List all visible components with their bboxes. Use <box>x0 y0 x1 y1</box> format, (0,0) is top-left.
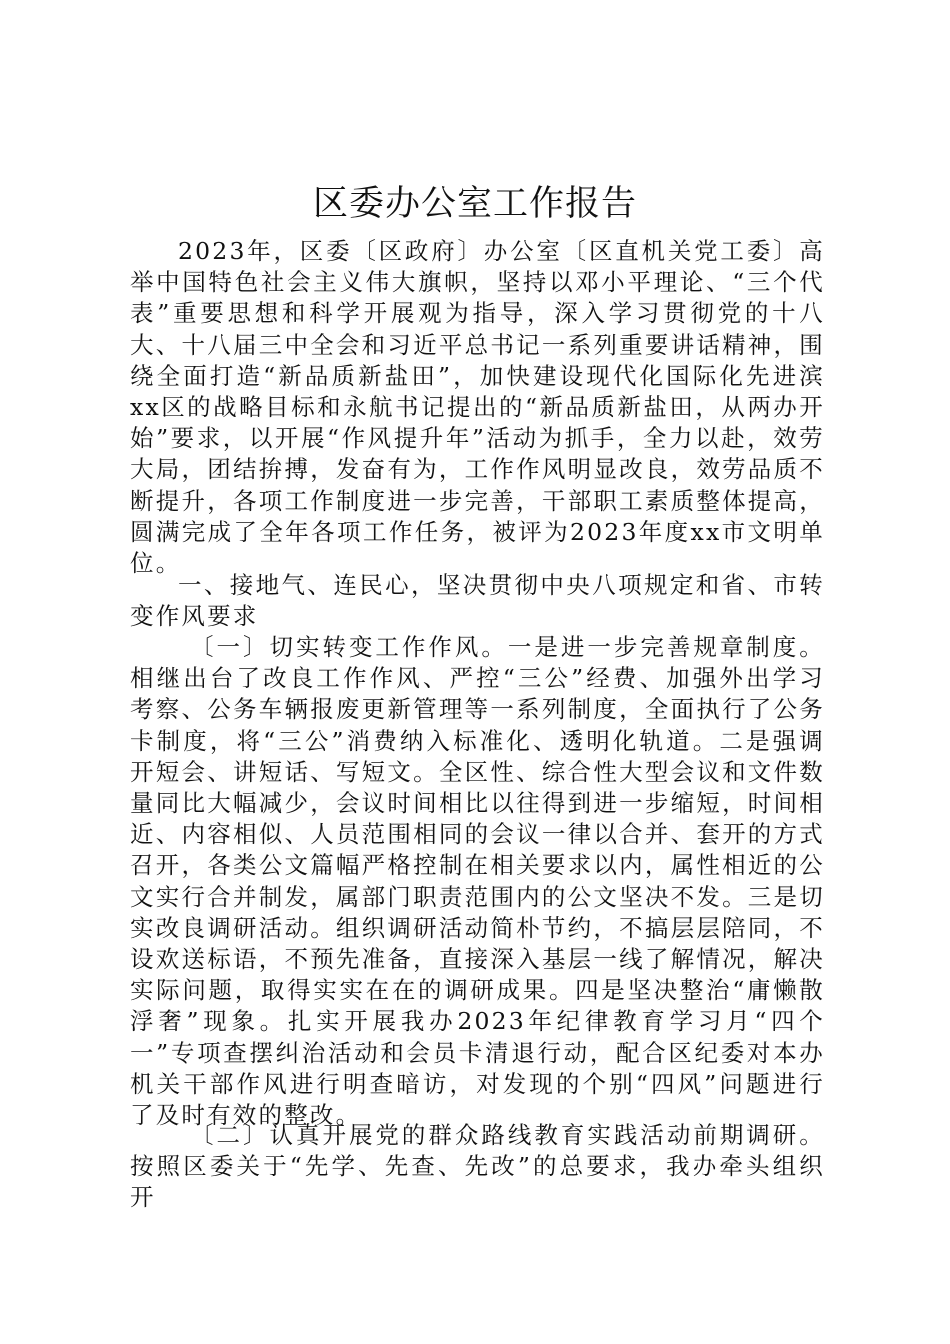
subsection-paragraph-2: 〔二〕认真开展党的群众路线教育实践活动前期调研。按照区委关于“先学、先查、先改”的总要求，我办牵头组织开 <box>130 1121 825 1212</box>
document-title: 区委办公室工作报告 <box>312 184 637 224</box>
intro-paragraph: 2023年，区委〔区政府〕办公室〔区直机关党工委〕高举中国特色社会主义伟大旗帜，坚持以邓小平理论、“三个代表”重要思想和科学开展观为指导，深入学习贯彻党的十八大、十八届三中全会和习近平总书记一系列重要讲话精神，围绕全面打造“新品质新盐田”，加快建设现代化国际化先进滨xx区的战略目标和永航书记提出的“新品质新盐田，从两办开始”要求，以开展“作风提升年”活动为抓手，全力以赴，效劳大局，团结拚搏，发奋有为，工作作风明显改良，效劳品质不断提升，各项工作制度进一步完善，干部职工素质整体提高，圆满完成了全年各项工作任务，被评为2023年度xx市文明单位。 <box>130 237 825 578</box>
subsection-paragraph-1: 〔一〕切实转变工作作风。一是进一步完善规章制度。相继出台了改良工作作风、严控“三公”经费、加强外出学习考察、公务车辆报废更新管理等一系列制度，全面执行了公务卡制度，将“三公”消费纳入标准化、透明化轨道。二是强调开短会、讲短话、写短文。全区性、综合性大型会议和文件数量同比大幅减少，会议时间相比以往得到进一步缩短，时间相近、内容相似、人员范围相同的会议一律以合并、套开的方式召开，各类公文篇幅严格控制在相关要求以内，属性相近的公文实行合并制发，属部门职责范围内的公文坚决不发。三是切实改良调研活动。组织调研活动简朴节约，不搞层层陪同，不设欢送标语，不预先准备，直接深入基层一线了解情况，解决实际问题，取得实实在在的调研成果。四是坚决整治“庸懒散浮奢”现象。扎实开展我办2023年纪律教育学习月“四个一”专项查摆纠治活动和会员卡清退行动，配合区纪委对本办机关干部作风进行明查暗访，对发现的个别“四风”问题进行了及时有效的整改。 <box>130 633 825 1130</box>
section-heading-1: 一、接地气、连民心，坚决贯彻中央八项规定和省、市转变作风要求 <box>130 571 825 631</box>
